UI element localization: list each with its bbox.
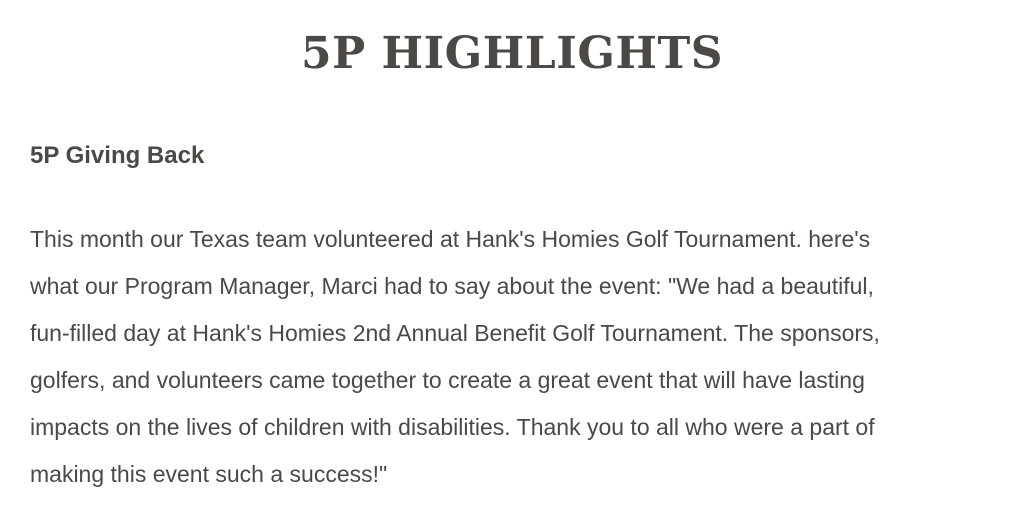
body-paragraph [30, 216, 990, 498]
body-line: golfers, and volunteers came together to create a great event that will have lasting [30, 367, 865, 393]
body-line: impacts on the lives of children with disabilities. Thank you to all who were a part of [30, 414, 875, 440]
section-heading: 5P Giving Back [30, 142, 205, 169]
body-line: making this event such a success!" [30, 461, 388, 487]
body-line: This month our Texas team volunteered at Hank's Homies Golf Tournament. here's [30, 226, 871, 252]
body-line: fun-filled day at Hank's Homies 2nd Annual Benefit Golf Tournament. The sponsors, [30, 320, 880, 346]
body-line: what our Program Manager, Marci had to say about the event: "We had a beautiful, [30, 273, 874, 299]
page-title: 5P HIGHLIGHTS [300, 28, 723, 79]
